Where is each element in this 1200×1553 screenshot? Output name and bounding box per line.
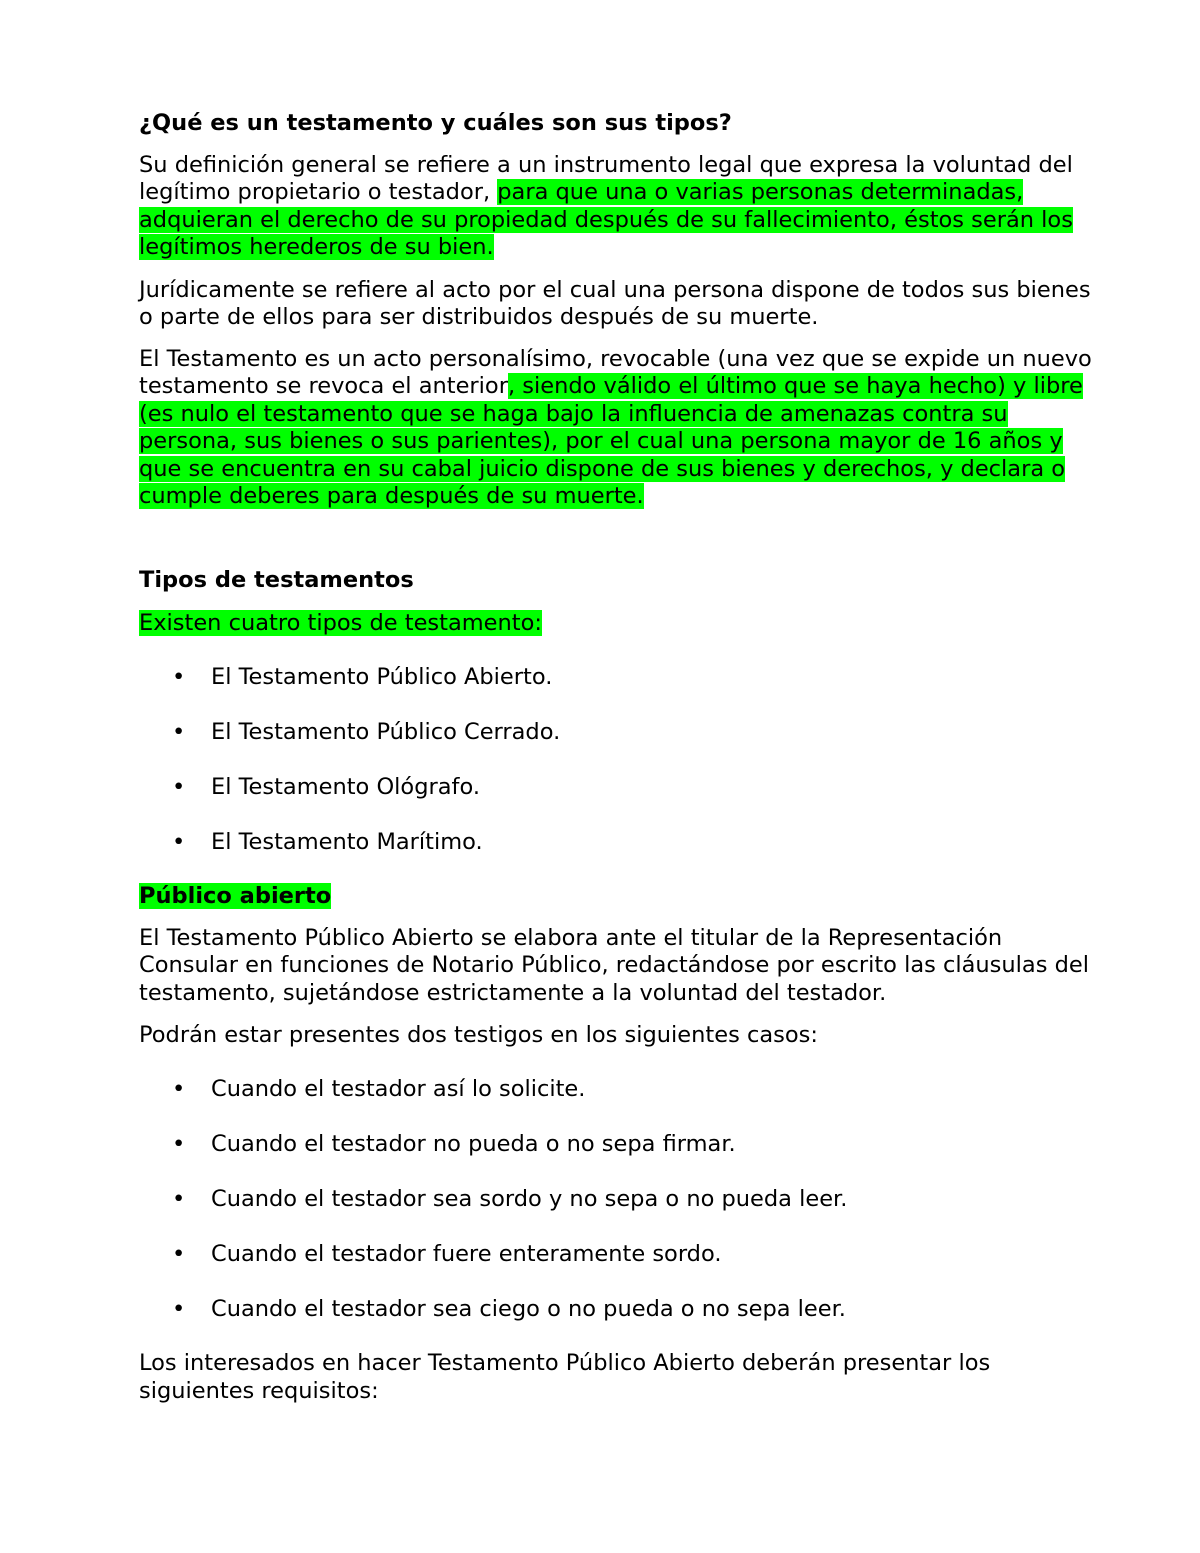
list-item xyxy=(139,664,1099,692)
nature-highlight: , siendo válido el último que se haya hecho) y libre (es nulo el testamento que se haga bajo la influencia de amenazas contra su persona, sus bienes o sus parientes), por el cual una persona mayor de 16 años y que se encuentra en su cabal juicio dispone de sus bienes y derechos, y declara o cumple deberes para después de su muerte. xyxy=(139,373,1083,509)
bullet-icon: • xyxy=(172,663,186,690)
public-open-heading xyxy=(139,883,1099,911)
document-page xyxy=(139,110,1099,1405)
testament-nature-paragraph xyxy=(139,346,1099,511)
definition-paragraph xyxy=(139,152,1099,262)
main-heading: ¿Qué es un testamento y cuáles son sus tipos? xyxy=(139,110,732,136)
list-item-label: El Testamento Público Cerrado. xyxy=(211,718,561,745)
list-item-label: Cuando el testador así lo solicite. xyxy=(211,1075,586,1102)
bullet-icon: • xyxy=(172,718,186,745)
list-item xyxy=(139,1241,1099,1269)
public-open-description: El Testamento Público Abierto se elabora ante el titular de la Representación Consular en funciones de Notario Público, redactándose por escrito las cláusulas del testamento, sujetándose estrictamente a la voluntad del testador. xyxy=(139,924,1089,1006)
list-item xyxy=(139,1131,1099,1159)
types-intro-highlight: Existen cuatro tipos de testamento: xyxy=(139,610,542,636)
juridical-paragraph: Jurídicamente se refiere al acto por el cual una persona dispone de todos sus bienes o parte de ellos para ser distribuidos después de su muerte. xyxy=(139,276,1091,330)
requirements-intro: Los interesados en hacer Testamento Público Abierto deberán presentar los siguientes requisitos: xyxy=(139,1350,991,1404)
list-item xyxy=(139,1186,1099,1214)
types-list xyxy=(139,664,1099,857)
list-item xyxy=(139,829,1099,857)
bullet-icon: • xyxy=(172,773,186,800)
witness-cases-list xyxy=(139,1076,1099,1324)
types-intro xyxy=(139,610,1099,638)
types-heading: Tipos de testamentos xyxy=(139,566,414,593)
list-item-label: Cuando el testador sea sordo y no sepa o no pueda leer. xyxy=(211,1185,848,1212)
list-item xyxy=(139,774,1099,802)
bullet-icon: • xyxy=(172,1295,186,1322)
nature-text: El Testamento es un acto personalísimo, revocable (una vez que se expide un nuevo testamento se revoca el anterior xyxy=(139,345,1092,399)
public-open-heading-highlight: Público abierto xyxy=(139,883,332,909)
bullet-icon: • xyxy=(172,1130,186,1157)
list-item-label: El Testamento Marítimo. xyxy=(211,828,483,855)
bullet-icon: • xyxy=(172,1185,186,1212)
bullet-icon: • xyxy=(172,1075,186,1102)
bullet-icon: • xyxy=(172,1240,186,1267)
list-item xyxy=(139,1076,1099,1104)
witnesses-intro: Podrán estar presentes dos testigos en los siguientes casos: xyxy=(139,1022,818,1048)
list-item-label: Cuando el testador no pueda o no sepa firmar. xyxy=(211,1130,736,1157)
definition-highlight: para que una o varias personas determinadas, adquieran el derecho de su propiedad después de su fallecimiento, éstos serán los legítimos herederos de su bien. xyxy=(139,179,1073,260)
list-item-label: El Testamento Ológrafo. xyxy=(211,773,480,800)
list-item-label: Cuando el testador sea ciego o no pueda o no sepa leer. xyxy=(211,1295,846,1322)
list-item xyxy=(139,1296,1099,1324)
list-item-label: Cuando el testador fuere enteramente sordo. xyxy=(211,1240,722,1267)
list-item xyxy=(139,719,1099,747)
bullet-icon: • xyxy=(172,828,186,855)
list-item-label: El Testamento Público Abierto. xyxy=(211,663,553,690)
definition-text: Su definición general se refiere a un instrumento legal que expresa la voluntad del legítimo propietario o testador, xyxy=(139,151,1073,205)
